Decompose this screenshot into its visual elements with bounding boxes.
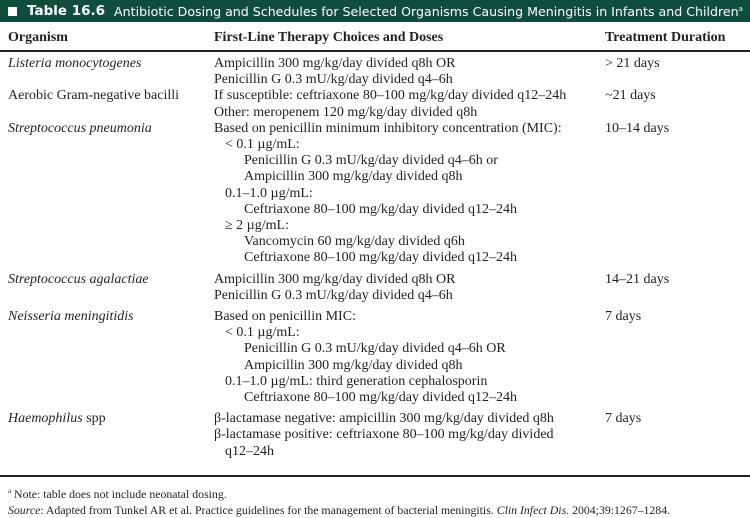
source-label: Source	[8, 502, 41, 517]
organism-name: Streptococcus agalactiae	[8, 271, 149, 287]
column-header-therapy: First-Line Therapy Choices and Doses	[214, 30, 444, 45]
table-row	[0, 56, 750, 88]
therapy-line: 0.1–1.0 µg/mL: third generation cephalosporin	[225, 373, 488, 389]
duration-cell: > 21 days	[605, 56, 660, 71]
therapy-line: If susceptible: ceftriaxone 80–100 mg/kg/day divided q12–24h	[214, 88, 567, 104]
therapy-line: Other: meropenem 120 mg/kg/day divided q8h	[214, 104, 478, 120]
therapy-line: β-lactamase negative: ampicillin 300 mg/kg/day divided q8h	[214, 411, 554, 427]
therapy-line: Based on penicillin minimum inhibitory concentration (MIC):	[214, 120, 562, 136]
organism-cell	[0, 309, 214, 406]
table-header	[0, 27, 750, 49]
footnote-source	[8, 502, 670, 518]
table-title	[114, 4, 743, 19]
therapy-line: Penicillin G 0.3 mU/kg/day divided q4–6h	[214, 287, 453, 303]
table-bottom-rule	[0, 475, 750, 477]
therapy-line: Vancomycin 60 mg/kg/day divided q6h	[244, 234, 465, 250]
source-journal: Clin Infect Dis	[496, 502, 567, 517]
organism-cell	[0, 121, 214, 267]
table-row	[0, 309, 750, 406]
therapy-cell	[214, 272, 604, 304]
source-text: : Adapted from Tunkel AR et al. Practice guidelines for the management of bacterial meningitis.	[40, 502, 497, 517]
therapy-line: Penicillin G 0.3 mU/kg/day divided q4–6h	[214, 72, 453, 88]
therapy-line: Ampicillin 300 mg/kg/day divided q8h	[244, 169, 463, 185]
therapy-line: Penicillin G 0.3 mU/kg/day divided q4–6h or	[244, 153, 498, 169]
source-citation: . 2004;39:1267–1284.	[566, 502, 671, 517]
organism-name: Listeria monocytogenes	[8, 56, 142, 71]
organism-name: Aerobic Gram-negative bacilli	[8, 88, 180, 104]
table-row	[0, 272, 750, 304]
therapy-cell	[214, 56, 604, 88]
table-number: Table 16.6	[27, 3, 106, 19]
square-bullet-icon	[8, 7, 17, 16]
duration-cell: 14–21 days	[605, 271, 670, 287]
column-header-organism: Organism	[8, 30, 68, 45]
therapy-line: Ampicillin 300 mg/kg/day divided q8h OR	[214, 56, 456, 71]
therapy-cell	[214, 88, 604, 120]
table-row	[0, 88, 750, 120]
therapy-line: β-lactamase positive: ceftriaxone 80–100 mg/kg/day divided	[214, 427, 554, 443]
organism-name: Streptococcus pneumonia	[8, 120, 152, 136]
therapy-cell	[214, 411, 604, 460]
therapy-line: 0.1–1.0 µg/mL:	[225, 185, 313, 201]
therapy-line: Ceftriaxone 80–100 mg/kg/day divided q12–24h	[244, 390, 517, 406]
organism-name: Neisseria meningitidis	[8, 309, 134, 325]
therapy-cell	[214, 309, 604, 406]
organism-suffix: spp	[82, 411, 106, 427]
table-title-bar	[0, 0, 750, 22]
organism-cell	[0, 272, 214, 304]
duration-cell: 7 days	[605, 411, 642, 427]
organism-name: Haemophilus	[8, 411, 83, 427]
therapy-line: Ceftriaxone 80–100 mg/kg/day divided q12–24h	[244, 201, 517, 217]
table-row	[0, 121, 750, 267]
duration-cell: 10–14 days	[605, 120, 670, 136]
therapy-line: < 0.1 µg/mL:	[225, 325, 300, 341]
organism-cell	[0, 56, 214, 88]
therapy-line: Ceftriaxone 80–100 mg/kg/day divided q12–24h	[244, 250, 517, 266]
therapy-line: ≥ 2 µg/mL:	[225, 218, 289, 234]
footnote-note	[8, 483, 670, 502]
organism-cell	[0, 88, 214, 120]
table-body	[0, 56, 750, 460]
therapy-line: < 0.1 µg/mL:	[225, 137, 300, 153]
therapy-line: q12–24h	[225, 443, 274, 459]
table-row	[0, 411, 750, 460]
therapy-line: Ampicillin 300 mg/kg/day divided q8h	[244, 357, 463, 373]
therapy-cell	[214, 121, 604, 267]
title-footnote-marker: a	[738, 4, 743, 13]
footnote-note-text: Note: table does not include neonatal dosing.	[11, 486, 227, 501]
organism-cell	[0, 411, 214, 460]
column-header-duration: Treatment Duration	[605, 30, 726, 45]
therapy-line: Based on penicillin MIC:	[214, 309, 356, 325]
duration-cell: ~21 days	[605, 88, 656, 104]
therapy-line: Ampicillin 300 mg/kg/day divided q8h OR	[214, 271, 456, 287]
footnote-marker: a	[8, 487, 12, 495]
therapy-line: Penicillin G 0.3 mU/kg/day divided q4–6h OR	[244, 341, 506, 357]
table-title-text: Antibiotic Dosing and Schedules for Selected Organisms Causing Meningitis in Infants and Children	[114, 3, 739, 19]
header-rule	[0, 50, 750, 52]
duration-cell: 7 days	[605, 309, 642, 325]
